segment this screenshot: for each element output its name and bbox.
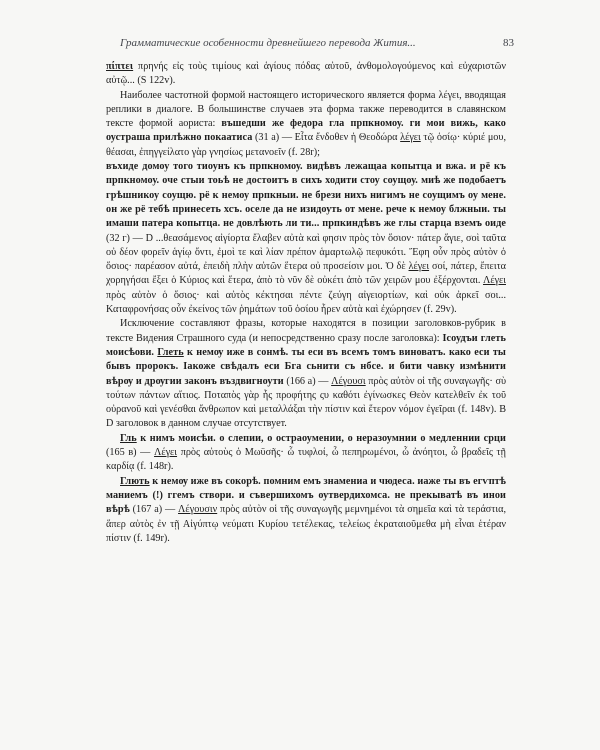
paragraph-3: [106, 160, 506, 317]
greek-verb-underlined: Λέγει: [482, 275, 506, 287]
greek-verb-underlined: λέγει: [400, 132, 421, 144]
paragraph-4: [106, 317, 506, 431]
greek-text: τῷ ὁσίῳ· κύριέ μου, θέασαι, ἐπηγγείλατο γὰρ γνησίως μετανοεῖν (f. 28r);: [106, 132, 506, 158]
greek-verb-underlined: Λέγουσιν: [178, 504, 218, 516]
paragraph-1: [106, 60, 506, 89]
slavonic-verb-underlined: Гль: [120, 432, 137, 444]
slavonic-verb-underlined: Глеть: [157, 346, 184, 358]
russian-text: Наиболее частотной формой настоящего исторического является форма λέγει, вводящая реплики в диалоге. В большинстве случаев эта форма также переводится в славянском тексте формой аориста:: [106, 89, 506, 130]
greek-text: (166 а) —: [283, 375, 332, 387]
greek-text: πρηνής εἰς τοὺς τιμίους καὶ ἁγίους πόδας αὐτοῦ, ἀνθομολογούμενος καὶ εὐχαριστῶν αὐτῷ... (S 122v).: [106, 61, 506, 87]
russian-text: Исключение составляют фразы, которые находятся в позиции заголовков-рубрик в тексте Видения Страшного суда (и непосредственно сразу после заголовка):: [106, 318, 506, 344]
greek-verb-underlined: Λέγουσι: [331, 375, 366, 387]
running-title: Грамматические особенности древнейшего перевода Жития...: [120, 37, 416, 49]
greek-verb-underlined: Λέγει: [154, 447, 178, 459]
paragraph-6: [106, 475, 506, 546]
paragraph-5: [106, 432, 506, 475]
greek-verb-underlined: λέγει: [408, 261, 430, 273]
greek-text: πρὸς αὐτοὺς ὁ Μωϋσῆς· ὦ τυφλοί, ὦ πεπηρωμένοι, ὦ ἀνόητοι, ὦ βραδεῖς τῇ καρδίᾳ (f. 148r).: [106, 447, 506, 473]
slavonic-quote: въшедши же федора гла прпкномоу. ги мои вижь, како оустраша прилѣжно покаатиса: [106, 118, 506, 144]
greek-text: (32 г) — D ...θεασάμενος αἰγίορτα ἔλαβεν αὐτὰ καὶ φησιν πρὸς τὸν ὅσιον· πάτερ ἅγιε, σοὶ ταῦτα οὐ δέον φορεῖν ἁγίῳ ὄντι, ἐμοὶ τε καὶ λίαν πρέπον ἁμαρτωλῷ πεφυκότι. Ἔφη οὖν πρὸς αὐτὸν ὁ ὅσιος· παρέασον αὐτά, ἐπειδὴ πλὴν αὐτῶν ἕτερα οὐ προσείσιν μοι. Ὁ δὲ: [106, 232, 506, 273]
slavonic-quote: к нимъ моисѣи. о слепии, о остраоумении, о неразоумнии о медленнии срци: [136, 432, 506, 444]
slavonic-quote: въхиде домоу того тиоунъ къ прпкномоу. видѣвъ лежащаа копытца и вжа. и рё къ прпкномоу. оче стыи тоьѣ не достоитъ в сихъ ходити стоу соущоу. миѣ же подобаетъ грѣшникоу соущю. рё к немоу прпкныи. не брези нихъ нигимъ не соущимъ оу мене. он же рё тебѣ принесеть хсъ. оселе да не изидоуть от мене. рече к немоу блжныи. ты имаши патера копытца. не довлѣють ли ти... прпкиндѣвъ же глы старца вземъ оиде: [106, 161, 506, 230]
page-number: 83: [503, 37, 514, 49]
paragraph-2: [106, 89, 506, 160]
greek-text: (167 а) —: [129, 504, 179, 516]
slavonic-quote: к немѹ иже въ сокорѣ. помним емъ знамениа и чюдеса. иаже ты въ егѵптѣ маниемъ (!) ггемъ створи. и съвершихомъ оутвердихомса. не прекыватѣ въ инои вѣрѣ: [106, 475, 506, 516]
running-header: [120, 36, 520, 50]
greek-text: πρὸς αὐτὸν οἱ τῆς συναγωγῆς· σὺ τούτων πάντων αἴτιος. Ποταπὸς γὰρ ἧς προφήτης ςυ καθότι ἐγίνωσκες Θεὸν κατελθεῖν ἐκ τοῦ οὐρανοῦ καὶ γενέσθαι ἄνθρωπον καὶ μεταλλάξαι τὴν πίστιν καὶ ἕτερον νόμον ἐγεῖραι (f. 148v). В D заголовок в данном случае отсутствует.: [106, 375, 506, 430]
slavonic-quote: Ісоудъи глеть моисѣови.: [106, 332, 506, 358]
slavonic-lead-word: πίπτει: [106, 61, 134, 72]
greek-text: (165 в) —: [106, 447, 155, 459]
slavonic-verb-underlined: Глють: [120, 475, 150, 487]
greek-text: πρὸς αὐτὸν ὁ ὅσιος· καὶ αὐτὸς κέκτησαι πέντε ζεύγη αἰγειορτίων, καὶ οὐκ ἀρκεῖ σοι... Καταφρονήσας οὖν ἐκείνος τῶν ῥημάτων τοῦ ὁσίου ἦρεν αὐτὰ καὶ ἐχώρησεν (f. 29v).: [106, 289, 506, 316]
greek-text: (31 а) — Εἶτα ἔνδοθεν ἡ Θεοδώρα: [252, 132, 401, 144]
page-body: [106, 60, 506, 546]
greek-text: σοί, πάτερ, ἔπειτα χορηγήσαι ἔξει ὁ Κύριος καὶ ἕτερα, ἀπὸ τὸ νῦν δὲ οὐκέτι ἀπὸ τῶν χειρῶν μου ἐξέρχονται.: [106, 261, 506, 287]
slavonic-quote: к немѹ иже в сонмѣ. ты еси въ всемъ томъ виноватъ. како еси ты бывъ пророкъ. Іакоже свѣдалъ еси Бга сьнити съ нбсе. и бити чавку измѣнити вѣрѹ и дрѹгии законъ въздвигноути: [106, 346, 506, 387]
greek-text: πρὸς αὐτὸν οἱ τῆς συναγωγῆς μεμνημένοι τὰ σημεῖα καὶ τὰ τεράστια, ἅπερ αὐτὸς ἐν τῇ Αἰγύπτῳ νεύματι Κυρίου τετέλεκας, τελείως ἐκραταιοῦμεθα μὴ εἶναι ἑτέραν πίστιν (f. 149r).: [106, 504, 506, 544]
